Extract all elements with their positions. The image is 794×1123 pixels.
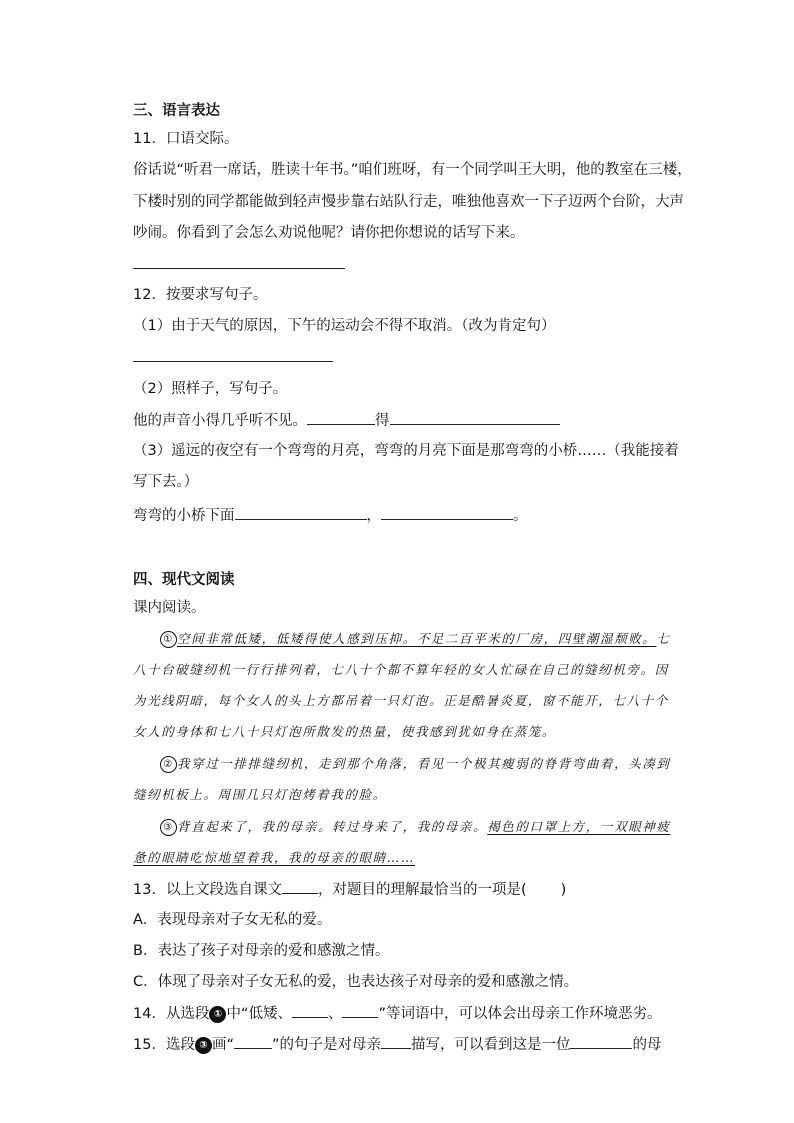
q12-part1-answer-line[interactable]: [133, 361, 333, 362]
q11-text-line3: 吵闹。你看到了会怎么劝说他呢？请你把你想说的话写下来。: [133, 225, 525, 241]
q12-part3-period: 。: [513, 508, 528, 524]
q15-suffix: 的母: [632, 1037, 662, 1053]
para2-line1-text: 我穿过一排排缝纫机，走到那个角落，看见一个极其瘦弱的脊背弯曲着，头凑到: [177, 756, 671, 771]
q12-part2-example: [133, 410, 560, 431]
para1-number: ①: [160, 631, 177, 648]
q12-part3-comma: ，: [366, 508, 381, 524]
q15-mid2: ”的句子是对母亲: [271, 1037, 381, 1053]
q14-mid1: 中“低矮、: [226, 1006, 292, 1022]
passage-para1-line4: 女人的身体和七八十只灯泡所散发的热量，使我感到犹如身在蒸笼。: [133, 724, 557, 739]
section4-title: 四、现代文阅读: [133, 572, 235, 588]
q12-example-sentence: 他的声音小得几乎听不见。: [133, 413, 307, 429]
q15-blank1[interactable]: [234, 1034, 272, 1049]
q13-blank[interactable]: [282, 879, 318, 894]
q11-title: 11．口语交际。: [133, 131, 239, 147]
q14-blank1[interactable]: [292, 1003, 328, 1018]
para3-number: ③: [160, 819, 177, 836]
passage-para3-line2: [133, 848, 415, 868]
q13-stem: [133, 879, 566, 900]
q13-suffix: ): [560, 882, 567, 898]
q14-stem: [133, 1003, 661, 1024]
q13-prefix: 13．以上文段选自课文: [133, 882, 282, 898]
q15-mid1: 画“: [211, 1037, 234, 1053]
q13-middle: ，对题目的理解最恰当的一项是(: [317, 882, 527, 898]
para1-underlined-sentence: 空间非常低矮，低矮得使人感到压抑。不足二百平米的厂房，四壁潮湿颓败。: [177, 631, 657, 646]
q15-mid3: 描写，可以看到这是一位: [410, 1037, 571, 1053]
q11-text-line2: 下楼时别的同学都能做到轻声慢步靠右站队行走，唯独他喜欢一下子迈两个台阶，大声: [133, 194, 684, 210]
q15-para-number: ③: [195, 1037, 212, 1054]
passage-para2-line2: 缝纫机板上。周围几只灯泡烤着我的脸。: [133, 787, 387, 802]
q12-part2-blank2[interactable]: [390, 410, 560, 425]
passage-para1-line3: 为光线阴暗，每个女人的头上方都吊着一只灯泡。正是酷暑炎夏，窗不能开，七八十个: [133, 693, 669, 708]
q12-part3-blank1[interactable]: [235, 505, 367, 520]
para1-line1-tail: 七: [656, 631, 671, 646]
para3-plain-text: 背直起来了，我的母亲。转过身来了，我的母亲。: [177, 819, 488, 834]
passage-para1-line1: [160, 629, 671, 649]
q12-de-char: 得: [375, 413, 390, 429]
q12-part3-line2: 写下去。）: [133, 474, 199, 490]
para2-number: ②: [160, 756, 177, 773]
passage-para2-line1: [160, 754, 671, 774]
q15-prefix: 15．选段: [133, 1037, 195, 1053]
q12-part3-prefix: 弯弯的小桥下面: [133, 508, 235, 524]
q12-part2-blank1[interactable]: [307, 410, 375, 425]
q12-part2: （2）照样子，写句子。: [133, 381, 288, 397]
q12-part1: （1）由于天气的原因，下午的运动会不得不取消。（改为肯定句）: [133, 318, 556, 334]
section4-subtitle: 课内阅读。: [133, 600, 206, 616]
q13-option-a[interactable]: A．表现母亲对子女无私的爱。: [133, 912, 332, 928]
passage-para1-line2: 八十台破缝纫机一行行排列着，七八十个都不算年轻的女人忙碌在自己的缝纫机旁。因: [133, 662, 669, 677]
q14-blank2[interactable]: [342, 1003, 378, 1018]
q15-stem: [133, 1034, 661, 1055]
q11-answer-line[interactable]: [133, 268, 345, 269]
q12-part3-blank2[interactable]: [381, 505, 513, 520]
section3-title: 三、语言表达: [133, 103, 220, 119]
q14-para-number: ①: [209, 1006, 226, 1023]
q12-title: 12．按要求写句子。: [133, 287, 268, 303]
q11-text-line1: 俗话说“听君一席话，胜读十年书。”咱们班呀，有一个同学叫王大明，他的教室在三楼，: [133, 162, 692, 178]
q15-blank2[interactable]: [381, 1034, 411, 1049]
q13-option-b[interactable]: B．表达了孩子对母亲的爱和感激之情。: [133, 943, 390, 959]
q15-blank3[interactable]: [570, 1034, 632, 1049]
q14-separator: 、: [327, 1006, 343, 1022]
q12-part3-answer: [133, 505, 528, 526]
para3-underlined-text: 褐色的口罩上方，一双眼神疲: [487, 819, 671, 834]
para3-underlined-text-cont: 惫的眼睛吃惊地望着我，我的母亲的眼睛……: [133, 850, 416, 865]
q12-part3-line1: （3）遥远的夜空有一个弯弯的月亮，弯弯的月亮下面是那弯弯的小桥……（我能接着: [133, 443, 679, 459]
q13-option-c[interactable]: C．体现了母亲对子女无私的爱，也表达孩子对母亲的爱和感激之情。: [133, 974, 579, 990]
q14-prefix: 14．从选段: [133, 1006, 210, 1022]
passage-para3-line1: [160, 817, 671, 837]
q14-mid2: ”等词语中，可以体会出母亲工作环境恶劣。: [378, 1006, 662, 1022]
